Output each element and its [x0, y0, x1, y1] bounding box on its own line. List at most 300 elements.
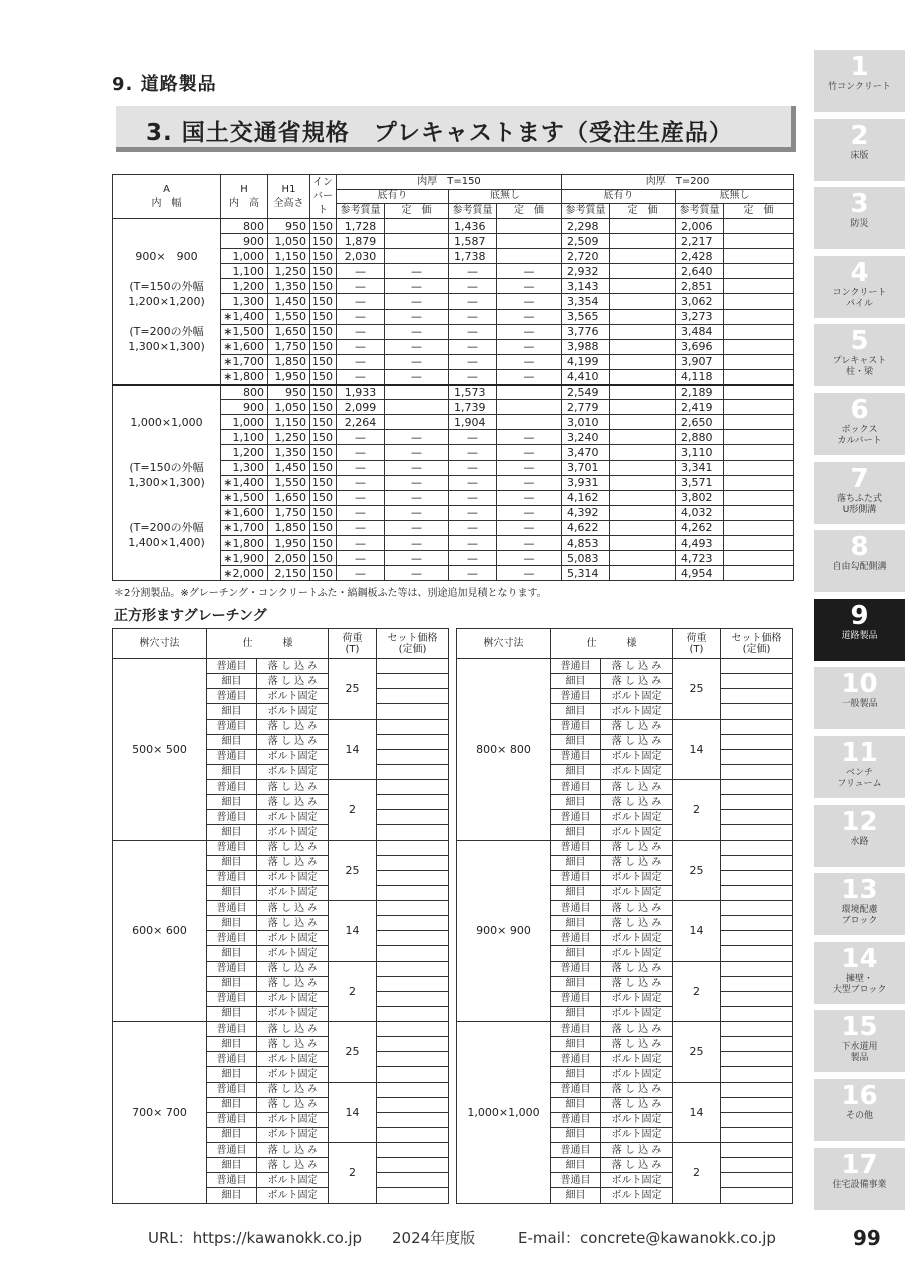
table-row	[457, 659, 793, 674]
set-price-header: セット価格 (定価)	[377, 629, 449, 659]
set-price-cell	[721, 916, 793, 931]
fix-type: ボルト固定	[257, 810, 329, 825]
tab-label: 防災	[850, 219, 869, 230]
table-cell: 800	[221, 219, 268, 234]
table-cell: —	[449, 354, 497, 369]
table-cell: 1,300	[221, 294, 268, 309]
fix-type: ボルト固定	[601, 1112, 673, 1127]
set-price-cell	[721, 870, 793, 885]
fix-type: 落 し 込 み	[257, 1082, 329, 1097]
set-price-cell	[721, 1143, 793, 1158]
table-cell: —	[449, 475, 497, 490]
table-cell: 2,298	[562, 219, 610, 234]
sidebar-tab-10[interactable]	[814, 667, 905, 729]
mesh-type: 細目	[551, 916, 601, 931]
tab-label: ボックス カルバート	[837, 425, 882, 446]
tab-number: 11	[841, 738, 878, 768]
mesh-type: 普通目	[207, 870, 257, 885]
table-cell: ∗1,800	[221, 535, 268, 550]
table-cell	[610, 354, 676, 369]
fix-type: 落 し 込 み	[601, 961, 673, 976]
t150-sokonashi: 底無し	[449, 189, 562, 204]
sidebar-tab-14[interactable]	[814, 942, 905, 1004]
mesh-type: 細目	[551, 1006, 601, 1021]
mesh-type: 普通目	[551, 1082, 601, 1097]
size-group-label: 1,000×1,000 (T=150の外幅 1,300×1,300) (T=200の外幅 1,400×1,400)	[113, 385, 221, 581]
mesh-type: 細目	[207, 946, 257, 961]
fix-type: 落 し 込 み	[601, 795, 673, 810]
table-cell: 3,988	[562, 339, 610, 354]
table-row	[457, 1022, 793, 1037]
table-cell	[724, 264, 794, 279]
load-value: 25	[329, 1022, 377, 1083]
table-cell: 3,010	[562, 415, 610, 430]
grating-size: 900× 900	[457, 840, 551, 1022]
table-cell: ∗2,000	[221, 566, 268, 581]
table-cell: 3,062	[676, 294, 724, 309]
table-cell: 2,640	[676, 264, 724, 279]
table-cell: 150	[310, 445, 337, 460]
table-cell	[610, 294, 676, 309]
tab-label: 擁壁・ 大型ブロック	[832, 973, 887, 995]
table-cell: —	[337, 535, 385, 550]
tab-label: ベンチ フリューム	[837, 768, 882, 789]
tab-number: 7	[850, 463, 869, 494]
table-cell: 150	[310, 324, 337, 339]
table-cell	[610, 324, 676, 339]
fix-type: ボルト固定	[601, 1127, 673, 1142]
table-cell: —	[337, 445, 385, 460]
table-cell: 2,851	[676, 279, 724, 294]
table-cell: 150	[310, 520, 337, 535]
set-price-cell	[377, 946, 449, 961]
table-cell: 4,162	[562, 490, 610, 505]
col-h1-header: H1 全高さ	[268, 175, 310, 219]
table-cell	[610, 415, 676, 430]
table-cell: 1,200	[221, 279, 268, 294]
fix-type: ボルト固定	[601, 1067, 673, 1082]
mass-header: 参考質量	[337, 204, 385, 219]
table-cell: ∗1,600	[221, 505, 268, 520]
set-price-cell	[721, 1173, 793, 1188]
tab-number: 16	[841, 1081, 878, 1111]
table-cell: 150	[310, 234, 337, 249]
table-cell: —	[337, 369, 385, 384]
fix-type: ボルト固定	[601, 810, 673, 825]
precast-box-table	[112, 174, 794, 581]
fix-type: ボルト固定	[257, 1112, 329, 1127]
table-cell: —	[497, 505, 562, 520]
fix-type: 落 し 込 み	[601, 1158, 673, 1173]
fix-type: 落 し 込 み	[257, 976, 329, 991]
fix-type: 落 し 込 み	[257, 1022, 329, 1037]
tab-number: 13	[841, 875, 878, 906]
mesh-type: 普通目	[551, 719, 601, 734]
tab-label: 環境配慮 ブロック	[841, 905, 878, 927]
fix-type: ボルト固定	[257, 1188, 329, 1203]
table-cell: 150	[310, 249, 337, 264]
table-cell: 3,802	[676, 490, 724, 505]
fix-type: ボルト固定	[601, 1052, 673, 1067]
fix-type: 落 し 込 み	[257, 855, 329, 870]
table-cell: 2,030	[337, 249, 385, 264]
table-cell: —	[337, 339, 385, 354]
table-cell: ∗1,700	[221, 520, 268, 535]
mesh-type: 普通目	[207, 689, 257, 704]
mesh-type: 普通目	[207, 1022, 257, 1037]
table-cell: 2,217	[676, 234, 724, 249]
table-cell: 3,354	[562, 294, 610, 309]
table-cell	[724, 309, 794, 324]
table-cell	[724, 294, 794, 309]
fix-type: 落 し 込 み	[601, 976, 673, 991]
fix-type: ボルト固定	[601, 689, 673, 704]
tab-number: 10	[841, 669, 878, 700]
grating-table-left	[112, 628, 449, 1204]
fix-type: ボルト固定	[257, 885, 329, 900]
table-cell: 2,779	[562, 400, 610, 415]
set-price-cell	[721, 946, 793, 961]
mesh-type: 普通目	[551, 901, 601, 916]
main-table-body	[113, 219, 794, 581]
table-cell: —	[497, 551, 562, 566]
table-cell: 1,904	[449, 415, 497, 430]
table-cell	[497, 219, 562, 234]
table-cell: —	[497, 535, 562, 550]
mesh-type: 細目	[207, 916, 257, 931]
mesh-type: 普通目	[551, 961, 601, 976]
table-cell: 150	[310, 460, 337, 475]
mesh-type: 細目	[207, 1097, 257, 1112]
tab-label: 落ちふた式 U形側溝	[836, 493, 882, 515]
set-price-cell	[721, 719, 793, 734]
sidebar-tab-7[interactable]	[814, 462, 905, 524]
mesh-type: 普通目	[551, 659, 601, 674]
sidebar-tab-15[interactable]	[814, 1010, 905, 1072]
table-cell	[610, 535, 676, 550]
set-price-cell	[377, 916, 449, 931]
set-price-cell	[721, 901, 793, 916]
table-cell: 2,189	[676, 385, 724, 400]
set-price-cell	[377, 674, 449, 689]
table-cell: —	[449, 339, 497, 354]
load-value: 2	[329, 961, 377, 1022]
sidebar-tab-11[interactable]	[814, 736, 905, 798]
mesh-type: 普通目	[207, 1143, 257, 1158]
fix-type: ボルト固定	[257, 1052, 329, 1067]
table-cell: —	[449, 551, 497, 566]
sidebar-tab-17[interactable]	[814, 1148, 905, 1210]
table-cell: 3,701	[562, 460, 610, 475]
table-cell	[610, 430, 676, 445]
table-cell: 1,879	[337, 234, 385, 249]
table-cell: —	[497, 324, 562, 339]
mesh-type: 細目	[551, 734, 601, 749]
table-cell: —	[385, 566, 449, 581]
fix-type: ボルト固定	[601, 704, 673, 719]
table-cell	[610, 249, 676, 264]
table-cell: 4,118	[676, 369, 724, 384]
fix-type: ボルト固定	[257, 825, 329, 840]
table-cell: 150	[310, 294, 337, 309]
grating-size: 600× 600	[113, 840, 207, 1022]
grating-size: 1,000×1,000	[457, 1022, 551, 1204]
sidebar-tab-13[interactable]	[814, 873, 905, 935]
footer-email[interactable]: E-mail：concrete@kawanokk.co.jp	[518, 1229, 776, 1247]
load-value: 14	[329, 719, 377, 780]
table-cell	[497, 234, 562, 249]
mesh-type: 普通目	[207, 901, 257, 916]
set-price-cell	[377, 840, 449, 855]
sidebar-tab-5[interactable]	[814, 324, 905, 386]
grating-table-right	[456, 628, 793, 1204]
mesh-type: 細目	[551, 1097, 601, 1112]
mesh-type: 普通目	[551, 689, 601, 704]
table-cell: —	[385, 324, 449, 339]
tab-label: 水路	[850, 836, 869, 847]
set-price-cell	[377, 659, 449, 674]
set-price-cell	[721, 659, 793, 674]
fix-type: 落 し 込 み	[601, 734, 673, 749]
t200-sokoari: 底有り	[562, 189, 676, 204]
set-price-cell	[721, 810, 793, 825]
table-cell: —	[497, 460, 562, 475]
table-cell: —	[337, 264, 385, 279]
fix-type: ボルト固定	[257, 1006, 329, 1021]
table-cell: 2,264	[337, 415, 385, 430]
table-cell: 4,032	[676, 505, 724, 520]
table-cell	[610, 309, 676, 324]
mesh-type: 普通目	[207, 1173, 257, 1188]
table-cell: ∗1,900	[221, 551, 268, 566]
table-row	[113, 219, 794, 234]
table-cell: —	[385, 551, 449, 566]
table-cell: ∗1,500	[221, 490, 268, 505]
sidebar-tab-8[interactable]	[814, 530, 905, 592]
table-cell	[385, 385, 449, 400]
tab-number: 8	[850, 532, 869, 563]
fix-type: 落 し 込 み	[257, 734, 329, 749]
table-cell: 150	[310, 535, 337, 550]
set-price-cell	[377, 976, 449, 991]
fix-type: 落 し 込 み	[257, 901, 329, 916]
table-cell: ∗1,500	[221, 324, 268, 339]
table-cell: 2,880	[676, 430, 724, 445]
table-cell	[724, 445, 794, 460]
table-cell: 1,300	[221, 460, 268, 475]
table-row	[457, 840, 793, 855]
table-cell: 900	[221, 400, 268, 415]
table-cell: 1,350	[268, 279, 310, 294]
table-cell: 3,565	[562, 309, 610, 324]
mesh-type: 普通目	[207, 1112, 257, 1127]
set-price-cell	[377, 719, 449, 734]
fix-type: 落 し 込 み	[257, 1158, 329, 1173]
table-cell: 3,110	[676, 445, 724, 460]
table-cell: 5,314	[562, 566, 610, 581]
load-value: 2	[329, 1143, 377, 1204]
set-price-cell	[721, 1188, 793, 1203]
table-cell	[610, 219, 676, 234]
mesh-type: 細目	[551, 704, 601, 719]
table-cell: —	[337, 294, 385, 309]
page-title: 3. 国土交通省規格 プレキャストます（受注生産品）	[146, 120, 733, 146]
table-cell: —	[385, 460, 449, 475]
tab-label: 住宅設備事業	[832, 1179, 887, 1190]
table-cell	[497, 385, 562, 400]
table-cell	[724, 234, 794, 249]
fix-type: ボルト固定	[601, 870, 673, 885]
mesh-type: 普通目	[207, 719, 257, 734]
mesh-type: 細目	[207, 764, 257, 779]
table-cell: —	[449, 445, 497, 460]
set-price-cell	[721, 1006, 793, 1021]
table-cell: 2,932	[562, 264, 610, 279]
table-cell: —	[385, 490, 449, 505]
footer-url[interactable]: URL：https://kawanokk.co.jp	[148, 1229, 363, 1247]
load-value: 2	[673, 961, 721, 1022]
mesh-type: 細目	[207, 1037, 257, 1052]
sidebar-tab-16[interactable]	[814, 1079, 905, 1141]
set-price-cell	[721, 704, 793, 719]
fix-type: ボルト固定	[257, 764, 329, 779]
table-cell: 4,262	[676, 520, 724, 535]
table-cell: —	[497, 445, 562, 460]
mesh-type: 普通目	[551, 1022, 601, 1037]
table-cell: —	[385, 339, 449, 354]
page-number: 99	[853, 1226, 881, 1250]
set-price-cell	[721, 749, 793, 764]
table-cell	[724, 279, 794, 294]
grating-size: 500× 500	[113, 659, 207, 841]
sidebar-tab-3[interactable]	[814, 187, 905, 249]
table-cell: 4,954	[676, 566, 724, 581]
fix-type: 落 し 込 み	[601, 1037, 673, 1052]
mesh-type: 普通目	[551, 810, 601, 825]
table-cell: 2,650	[676, 415, 724, 430]
set-price-cell	[377, 1097, 449, 1112]
set-price-cell	[721, 1037, 793, 1052]
table-cell: 4,853	[562, 535, 610, 550]
table-cell	[724, 535, 794, 550]
mesh-type: 細目	[551, 764, 601, 779]
price-header: 定 価	[724, 204, 794, 219]
table-cell: 1,750	[268, 339, 310, 354]
sidebar-tab-12[interactable]	[814, 805, 905, 867]
sidebar-tab-9[interactable]	[814, 599, 905, 661]
set-price-cell	[377, 1158, 449, 1173]
table-cell: 4,723	[676, 551, 724, 566]
set-price-cell	[721, 961, 793, 976]
table-cell: 1,200	[221, 445, 268, 460]
tab-label: プレキャスト 柱・梁	[832, 356, 887, 378]
mesh-type: 細目	[207, 704, 257, 719]
mesh-type: 細目	[207, 855, 257, 870]
mesh-type: 普通目	[207, 659, 257, 674]
load-header: 荷重 (T)	[329, 629, 377, 659]
table-cell: 4,493	[676, 535, 724, 550]
table-cell: 1,150	[268, 415, 310, 430]
table-cell: ∗1,600	[221, 339, 268, 354]
table-cell	[724, 505, 794, 520]
table-row	[113, 659, 449, 674]
set-price-cell	[377, 1006, 449, 1021]
set-price-cell	[377, 780, 449, 795]
set-price-cell	[377, 1188, 449, 1203]
set-price-cell	[377, 1067, 449, 1082]
set-price-cell	[377, 1173, 449, 1188]
grating-size: 700× 700	[113, 1022, 207, 1204]
col-invert-header: イン バート	[310, 175, 337, 219]
col-h-header: H 内 高	[221, 175, 268, 219]
tab-number: 4	[850, 257, 869, 288]
table-cell	[610, 369, 676, 384]
sidebar-tab-2[interactable]	[814, 119, 905, 181]
tab-number: 15	[841, 1012, 878, 1043]
mesh-type: 普通目	[551, 749, 601, 764]
table-cell: 3,484	[676, 324, 724, 339]
table-cell: 150	[310, 309, 337, 324]
table-cell: 2,006	[676, 219, 724, 234]
table-cell	[610, 505, 676, 520]
mesh-type: 普通目	[207, 1082, 257, 1097]
fix-type: 落 し 込 み	[257, 795, 329, 810]
col-a-header: A 内 幅	[113, 175, 221, 219]
size-header: 桝穴寸法	[113, 629, 207, 659]
table-cell: 1,050	[268, 400, 310, 415]
fix-type: 落 し 込 み	[257, 780, 329, 795]
mesh-type: 細目	[207, 795, 257, 810]
fix-type: 落 し 込 み	[601, 1143, 673, 1158]
load-header: 荷重 (T)	[673, 629, 721, 659]
table-cell: 1,350	[268, 445, 310, 460]
set-price-cell	[721, 825, 793, 840]
set-price-cell	[721, 1022, 793, 1037]
table-cell: 1,738	[449, 249, 497, 264]
set-price-cell	[377, 1127, 449, 1142]
table-cell	[385, 234, 449, 249]
table-cell: 1,550	[268, 475, 310, 490]
table-cell: 150	[310, 475, 337, 490]
table-cell: 1,436	[449, 219, 497, 234]
sidebar-tab-1[interactable]	[814, 50, 905, 112]
sidebar-tab-6[interactable]	[814, 393, 905, 455]
table-cell	[610, 566, 676, 581]
sidebar-tab-4[interactable]	[814, 256, 905, 318]
spec-header: 仕 様	[551, 629, 673, 659]
fix-type: ボルト固定	[601, 1006, 673, 1021]
set-price-cell	[721, 885, 793, 900]
t200-header: 肉厚 T=200	[562, 175, 794, 190]
fix-type: 落 し 込 み	[257, 840, 329, 855]
table-cell	[724, 460, 794, 475]
mesh-type: 細目	[207, 734, 257, 749]
mass-header: 参考質量	[562, 204, 610, 219]
table-cell: 1,750	[268, 505, 310, 520]
set-price-cell	[721, 840, 793, 855]
set-price-cell	[377, 810, 449, 825]
table-cell	[724, 354, 794, 369]
mesh-type: 普通目	[551, 1173, 601, 1188]
set-price-cell	[721, 1097, 793, 1112]
table-cell	[610, 279, 676, 294]
table-cell: —	[337, 505, 385, 520]
table-cell: 3,907	[676, 354, 724, 369]
fix-type: ボルト固定	[257, 1127, 329, 1142]
table-cell: —	[337, 279, 385, 294]
table-cell: —	[497, 354, 562, 369]
table-cell: —	[497, 430, 562, 445]
